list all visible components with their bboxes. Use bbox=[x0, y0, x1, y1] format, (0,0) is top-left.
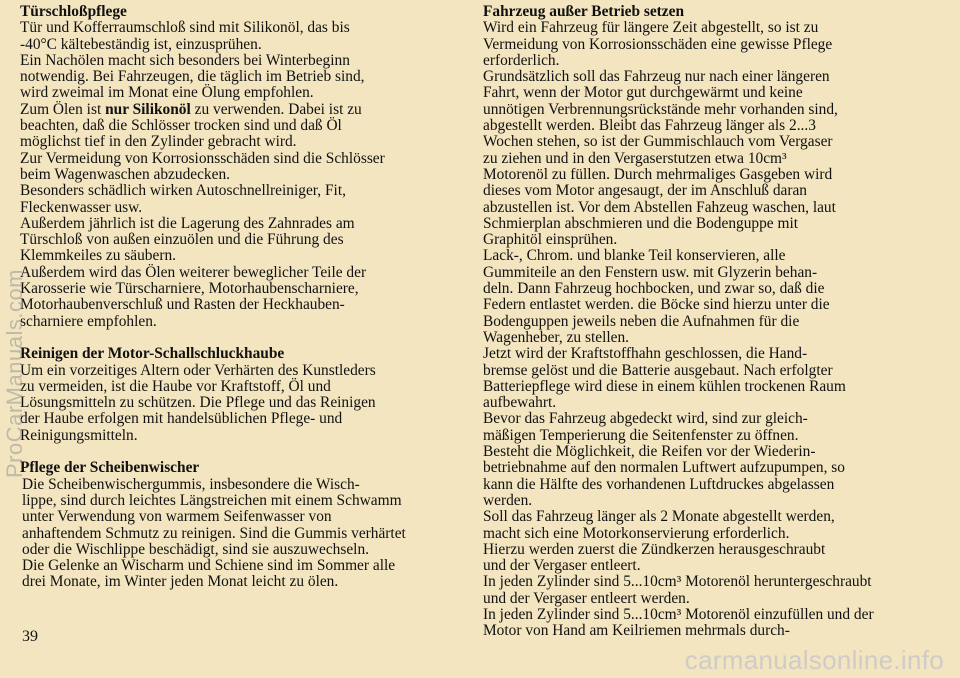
text-line: Motor von Hand am Keilriemen mehrmals durch- bbox=[483, 622, 790, 640]
text-line: oder die Wischlippe beschädigt, sind sie auszuwechseln. bbox=[22, 540, 370, 558]
text-line: anhaftendem Schmutz zu reinigen. Sind die Gummis verhärtet bbox=[22, 524, 406, 542]
text-line: Fleckenwasser usw. bbox=[20, 198, 143, 216]
text-line: mäßigen Temperierung die Seitenfenster zu öffnen. bbox=[483, 426, 799, 444]
watermark-side: ProCarManuals.com bbox=[2, 268, 27, 478]
text-line: notwendig. Bei Fahrzeugen, die täglich im Betrieb sind, bbox=[20, 68, 365, 86]
text-line: Um ein vorzeitiges Altern oder Verhärten des Kunstleders bbox=[20, 361, 376, 379]
text-line: der Haube erfolgen mit handelsüblichen Pflege- und bbox=[20, 410, 343, 428]
text-line: unter Verwendung von warmem Seifenwasser von bbox=[22, 508, 332, 526]
text-line: Besteht die Möglichkeit, die Reifen vor der Wiederin- bbox=[483, 443, 816, 461]
text-line: bremse gelöst und die Batterie ausgebaut. Nach erfolgter bbox=[483, 361, 833, 379]
text-line: kann die Hälfte des vorhandenen Luftdruckes abgelassen bbox=[483, 475, 835, 493]
text-line: Hierzu werden zuerst die Zündkerzen herausgeschraubt bbox=[483, 540, 826, 558]
text-line: Schmierplan abschmieren und die Bodenguppe mit bbox=[483, 214, 799, 232]
text-line: In jeden Zylinder sind 5...10cm³ Motorenöl einzufüllen und der bbox=[483, 605, 874, 623]
section-spacer bbox=[20, 330, 478, 346]
text-line: abzustellen ist. Vor dem Abstellen Fahzeug waschen, laut bbox=[483, 198, 836, 216]
text-line: Motorenöl zu füllen. Durch mehrmaliges Gasgeben wird bbox=[483, 165, 833, 183]
text-line: Außerdem jährlich ist die Lagerung des Zahnrades am bbox=[20, 214, 355, 232]
text-line: Vermeidung von Korrosionsschäden eine gewisse Pflege bbox=[483, 35, 833, 53]
watermark-bottom: carmanualsonline.info bbox=[684, 645, 944, 675]
text-line: Fahrt, wenn der Motor gut durchgewärmt und keine bbox=[483, 84, 803, 102]
text-line: Wagenheber, zu stellen. bbox=[483, 328, 629, 346]
text-line: lippe, sind durch leichtes Längstreichen mit einem Schwamm bbox=[22, 491, 402, 509]
text-line: Klemmkeiles zu säubern. bbox=[20, 247, 176, 265]
text-line: Wochen stehen, so ist der Gummischlauch vom Vergaser bbox=[483, 133, 833, 151]
text-fragment: zu verwenden. Dabei ist zu bbox=[190, 100, 362, 118]
text-line: In jeden Zylinder sind 5...10cm³ Motorenöl heruntergeschraubt bbox=[483, 573, 872, 591]
text-line: aufbewahrt. bbox=[483, 394, 557, 412]
text-line: deln. Dann Fahrzeug hochbocken, und zwar so, daß die bbox=[483, 280, 825, 298]
left-column bbox=[20, 4, 478, 591]
section-title-wiper-care: Pflege der Scheibenwischer bbox=[20, 459, 200, 477]
text-line bbox=[20, 102, 478, 118]
text-line: Zur Vermeidung von Korrosionsschäden sind die Schlösser bbox=[20, 149, 385, 167]
text-line: und der Vergaser entleert werden. bbox=[483, 589, 690, 607]
text-line: Besonders schädlich wirken Autoschnellreiniger, Fit, bbox=[20, 182, 346, 200]
text-line: zu vermeiden, ist die Haube vor Kraftstoff, Öl und bbox=[20, 377, 331, 395]
text-line: abgestellt werden. Bleibt das Fahrzeug länger als 2...3 bbox=[483, 117, 816, 135]
text-line: Bevor das Fahrzeug abgedeckt wird, sind zur gleich- bbox=[483, 410, 808, 428]
text-line: beim Wagenwaschen abzudecken. bbox=[20, 165, 231, 183]
text-line: möglichst tief in den Zylinder gebracht wird. bbox=[20, 133, 297, 151]
text-line: erforderlich. bbox=[483, 51, 560, 69]
text-line: Lösungsmitteln zu schützen. Die Pflege und das Reinigen bbox=[20, 394, 376, 412]
text-line: Bodenguppen jeweils neben die Aufnahmen für die bbox=[483, 312, 800, 330]
section-spacer bbox=[20, 444, 478, 460]
text-line: Soll das Fahrzeug länger als 2 Monate abgestellt werden, bbox=[483, 508, 835, 526]
text-line: Außerdem wird das Ölen weiterer beweglicher Teile der bbox=[20, 263, 367, 281]
text-fragment: Zum Ölen ist bbox=[20, 100, 106, 118]
text-line: Grundsätzlich soll das Fahrzeug nur nach einer längeren bbox=[483, 68, 830, 86]
text-line: Tür und Kofferraumschloß sind mit Silikonöl, das bis bbox=[20, 19, 350, 37]
text-line: werden. bbox=[483, 491, 533, 509]
section-title-sound-hood: Reinigen der Motor-Schallschluckhaube bbox=[20, 345, 285, 363]
text-line: zu ziehen und in den Vergaserstutzen etwa 10cm³ bbox=[483, 149, 787, 167]
text-line: -40°C kältebeständig ist, einzusprühen. bbox=[20, 35, 262, 53]
section-body-decommission bbox=[483, 20, 943, 639]
text-line: Karosserie wie Türscharniere, Motorhaubenscharniere, bbox=[20, 280, 359, 298]
text-line: Die Gelenke an Wischarm und Schiene sind im Sommer alle bbox=[22, 557, 396, 575]
section-title-decommission: Fahrzeug außer Betrieb setzen bbox=[483, 3, 685, 20]
section-body-wiper-care bbox=[20, 477, 478, 591]
text-line: Jetzt wird der Kraftstoffhahn geschlossen, die Hand- bbox=[483, 345, 808, 363]
emphasis-silicone-oil: nur Silikonöl bbox=[105, 100, 191, 118]
text-line: dieses vom Motor angesaugt, der im Anschluß daran bbox=[483, 182, 807, 200]
section-body-sound-hood bbox=[20, 363, 478, 444]
text-line: wird zweimal im Monat eine Ölung empfohlen. bbox=[20, 84, 314, 102]
text-line: Türschloß von außen einzuölen und die Führung des bbox=[20, 231, 344, 249]
text-line: Federn entlastet werden. die Böcke sind hierzu unter die bbox=[483, 296, 830, 314]
right-column bbox=[483, 4, 943, 640]
text-line: macht sich eine Motorkonservierung erforderlich. bbox=[483, 524, 790, 542]
text-line: Batteriepflege wird diese in einem kühlen trockenen Raum bbox=[483, 377, 846, 395]
text-line: Reinigungsmitteln. bbox=[20, 426, 138, 444]
text-line: beachten, daß die Schlösser trocken sind und daß Öl bbox=[20, 117, 342, 135]
text-line: drei Monate, im Winter jeden Monat leicht zu ölen. bbox=[22, 573, 339, 591]
text-line: betriebnahme auf den normalen Luftwert aufzupumpen, so bbox=[483, 459, 845, 477]
section-title-door-lock-care: Türschloßpflege bbox=[20, 3, 127, 20]
text-line: Wird ein Fahrzeug für längere Zeit abgestellt, so ist zu bbox=[483, 19, 819, 37]
text-line: und der Vergaser entleert. bbox=[483, 557, 641, 575]
text-line: Gummiteile an den Fenstern usw. mit Glyzerin behan- bbox=[483, 263, 818, 281]
page-number: 39 bbox=[22, 628, 38, 645]
text-line: Ein Nachölen macht sich besonders bei Winterbeginn bbox=[20, 51, 350, 69]
text-line: Graphitöl einsprühen. bbox=[483, 231, 618, 249]
text-line: Die Scheibenwischergummis, insbesondere die Wisch- bbox=[22, 475, 360, 493]
text-line: Lack-, Chrom. und blanke Teil konservieren, alle bbox=[483, 247, 786, 265]
section-body-door-lock-care bbox=[20, 20, 478, 330]
text-line: scharniere empfohlen. bbox=[20, 312, 157, 330]
text-line: Motorhaubenverschluß und Rasten der Heckhauben- bbox=[20, 296, 345, 314]
text-line: unnötigen Verbrennungsrückstände mehr vorhanden sind, bbox=[483, 100, 838, 118]
